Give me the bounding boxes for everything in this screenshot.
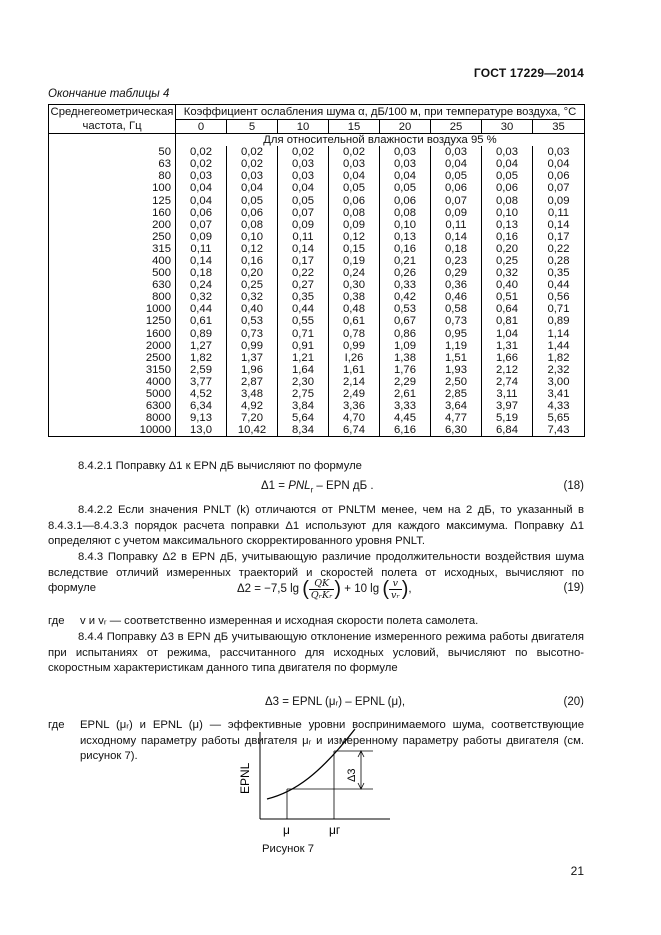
formula-20-number: (20) [563, 696, 584, 708]
temperature-header: 20 [380, 120, 431, 134]
table-row [49, 400, 585, 412]
coefficient-cell: 0,09 [431, 207, 482, 219]
coefficient-cell: 0,61 [176, 315, 227, 327]
epnl-axis-label: EPNL [238, 762, 252, 794]
f19-fraction1 [309, 578, 334, 601]
coefficient-cell: 6,34 [176, 400, 227, 412]
coefficient-cell: 0,35 [278, 291, 329, 303]
coefficient-cell: 0,06 [533, 170, 585, 182]
frequency-cell: 160 [49, 207, 176, 219]
coefficient-cell: 0,10 [482, 207, 533, 219]
coefficient-cell: 0,11 [533, 207, 585, 219]
coefficient-cell: 3,36 [329, 400, 380, 412]
freq-header-line2: частота, Гц [82, 120, 142, 132]
coefficient-cell: 4,45 [380, 412, 431, 424]
temperature-header: 35 [533, 120, 585, 134]
frequency-cell: 315 [49, 243, 176, 255]
document-id: ГОСТ 17229—2014 [473, 66, 584, 80]
coefficient-cell: 1,37 [227, 352, 278, 364]
coefficient-cell: 0,48 [329, 303, 380, 315]
coefficient-cell: 0,35 [533, 267, 585, 279]
coefficient-cell: 2,85 [431, 388, 482, 400]
coefficient-cell: 0,81 [482, 315, 533, 327]
coefficient-cell: 0,02 [176, 146, 227, 158]
paren-close-2: ) [401, 578, 409, 600]
coefficient-cell: 3,48 [227, 388, 278, 400]
coefficient-cell: 0,08 [329, 207, 380, 219]
coefficient-cell: 0,06 [329, 194, 380, 206]
coefficient-cell: 0,11 [176, 243, 227, 255]
frequency-cell: 4000 [49, 376, 176, 388]
coefficient-cell: 0,08 [482, 194, 533, 206]
coefficient-cell: 0,58 [431, 303, 482, 315]
coefficient-cell: 0,06 [380, 194, 431, 206]
coefficient-cell: 9,13 [176, 412, 227, 424]
temperature-header: 0 [176, 120, 227, 134]
coefficient-cell: 0,89 [176, 328, 227, 340]
coefficient-cell: 1,21 [278, 352, 329, 364]
table-row [49, 315, 585, 327]
where-text-1: v и vᵣ — соответственно измеренная и исходная скорости полета самолета. [80, 615, 479, 627]
subheader-blank [49, 134, 176, 147]
coefficient-cell: 0,04 [533, 158, 585, 170]
coefficient-cell: 0,22 [278, 267, 329, 279]
f19-lhs: Δ2 = −7,5 lg [237, 583, 300, 596]
coefficient-cell: 0,02 [176, 158, 227, 170]
table-row [49, 328, 585, 340]
coefficient-cell: 0,04 [176, 194, 227, 206]
table-row [49, 170, 585, 182]
section-8-4-2-1: 8.4.2.1 Поправку Δ1 к EPN дБ вычисляют по формуле [78, 460, 362, 472]
coefficient-cell: 3,64 [431, 400, 482, 412]
coefficient-cell: 2,32 [533, 364, 585, 376]
coefficient-cell: 0,05 [278, 194, 329, 206]
coefficient-cell: 0,73 [227, 328, 278, 340]
coefficient-cell: 0,14 [176, 255, 227, 267]
coefficient-cell: 0,42 [380, 291, 431, 303]
coefficient-cell: 0,17 [533, 231, 585, 243]
coefficient-cell: 0,10 [227, 231, 278, 243]
coefficient-cell: 0,03 [176, 170, 227, 182]
coefficient-cell: 0,13 [482, 219, 533, 231]
page-number: 21 [570, 864, 584, 878]
coefficient-cell: 0,56 [533, 291, 585, 303]
frequency-cell: 630 [49, 279, 176, 291]
coefficient-cell: 1,96 [227, 364, 278, 376]
formula-19 [237, 572, 412, 606]
coefficient-cell: 0,04 [431, 158, 482, 170]
coefficient-cell: 4,33 [533, 400, 585, 412]
formula-19-number: (19) [563, 582, 584, 594]
coefficient-cell: 0,07 [176, 219, 227, 231]
coefficient-cell: 0,40 [227, 303, 278, 315]
mu-label: μ [283, 823, 290, 837]
table-row [49, 388, 585, 400]
coefficient-cell: 0,04 [329, 170, 380, 182]
frequency-column-header [49, 105, 176, 134]
coefficient-cell: 0,64 [482, 303, 533, 315]
figure-caption: Рисунок 7 [262, 843, 315, 855]
coefficient-cell: 0,32 [176, 291, 227, 303]
coefficient-cell: 3,33 [380, 400, 431, 412]
table-row [49, 424, 585, 437]
coefficient-cell: 0,15 [329, 243, 380, 255]
coefficient-cell: 0,03 [329, 158, 380, 170]
table-row [49, 376, 585, 388]
coefficient-cell: 0,02 [227, 146, 278, 158]
coefficient-cell: 0,08 [227, 219, 278, 231]
coefficient-cell: 0,12 [227, 243, 278, 255]
coefficient-cell: 0,03 [533, 146, 585, 158]
mu-r-label: μг [329, 823, 341, 837]
coefficient-cell: 5,64 [278, 412, 329, 424]
coefficient-cell: 0,89 [533, 315, 585, 327]
table-row [49, 207, 585, 219]
coefficient-cell: 3,11 [482, 388, 533, 400]
frequency-cell: 8000 [49, 412, 176, 424]
coefficient-cell: 0,61 [329, 315, 380, 327]
delta3-label: Δ3 [346, 768, 358, 782]
frequency-cell: 80 [49, 170, 176, 182]
coefficient-cell: 0,40 [482, 279, 533, 291]
table-row [49, 243, 585, 255]
frequency-cell: 50 [49, 146, 176, 158]
frequency-cell: 1000 [49, 303, 176, 315]
coefficient-cell: 1,61 [329, 364, 380, 376]
coefficient-cell: 0,38 [329, 291, 380, 303]
coefficient-cell: 0,18 [176, 267, 227, 279]
f19-end: , [408, 583, 412, 596]
coefficient-cell: 2,30 [278, 376, 329, 388]
formula-18-number: (18) [563, 480, 584, 492]
table-row [49, 303, 585, 315]
coefficient-cell: 0,09 [278, 219, 329, 231]
f18-rest: – EPN дБ . [313, 480, 374, 492]
frequency-cell: 2000 [49, 340, 176, 352]
coefficient-cell: 0,07 [431, 194, 482, 206]
coefficient-cell: 0,22 [533, 243, 585, 255]
coefficient-cell: 0,91 [278, 340, 329, 352]
coefficient-cell: 1,44 [533, 340, 585, 352]
coefficient-cell: 0,24 [329, 267, 380, 279]
coefficient-cell: 3,77 [176, 376, 227, 388]
coefficient-cell: 0,71 [278, 328, 329, 340]
coefficient-cell: 0,14 [533, 219, 585, 231]
coefficient-cell: 13,0 [176, 424, 227, 437]
table-row [49, 412, 585, 424]
coefficient-cell: 5,19 [482, 412, 533, 424]
section-8-4-4: 8.4.4 Поправку Δ3 в EPN дБ учитывающую отклонение измеренного режима работы двигателя при испытаниях от режима, рассчитанного для исходных условий, вычисляют по высотно-скоростным характеристикам данного типа двигателя по формуле [48, 631, 584, 675]
coefficient-cell: 3,00 [533, 376, 585, 388]
coefficient-cell: 0,53 [227, 315, 278, 327]
coefficient-cell: 2,87 [227, 376, 278, 388]
coefficient-cell: 0,05 [329, 182, 380, 194]
coefficient-cell: 1,82 [533, 352, 585, 364]
frequency-cell: 200 [49, 219, 176, 231]
coefficient-cell: 0,12 [329, 231, 380, 243]
coefficient-cell: 0,06 [482, 182, 533, 194]
coefficient-cell: 0,04 [278, 182, 329, 194]
coefficient-cell: 0,04 [482, 158, 533, 170]
coefficient-cell: 0,02 [227, 158, 278, 170]
frequency-cell: 400 [49, 255, 176, 267]
coefficient-cell: 0,20 [482, 243, 533, 255]
paren-close: ) [334, 578, 342, 600]
frequency-cell: 2500 [49, 352, 176, 364]
section-8-4-3: 8.4.3 Поправку Δ2 в EPN дБ, учитывающую различие продолжительности воздействия шума вследствие отличий измеренных траекторий и скоростей полета от исходных, вычисляют по формуле [48, 551, 584, 595]
coefficient-cell: 3,41 [533, 388, 585, 400]
frequency-cell: 500 [49, 267, 176, 279]
table-row [49, 182, 585, 194]
table-row [49, 194, 585, 206]
coefficient-cell: 1,19 [431, 340, 482, 352]
coefficient-cell: 1,09 [380, 340, 431, 352]
table-row [49, 267, 585, 279]
coefficient-cell: 0,05 [227, 194, 278, 206]
coefficient-cell: 0,26 [380, 267, 431, 279]
coefficient-cell: 4,92 [227, 400, 278, 412]
paren-open-2: ( [382, 578, 390, 600]
coefficient-cell: 0,03 [278, 170, 329, 182]
coefficient-cell: 0,30 [329, 279, 380, 291]
coefficient-cell: 0,95 [431, 328, 482, 340]
coefficient-cell: 0,06 [176, 207, 227, 219]
coefficient-cell: 2,59 [176, 364, 227, 376]
coefficient-cell: 1,04 [482, 328, 533, 340]
coefficient-cell: 0,17 [278, 255, 329, 267]
coefficient-cell: 0,03 [431, 146, 482, 158]
coefficient-cell: 0,23 [431, 255, 482, 267]
frequency-cell: 5000 [49, 388, 176, 400]
figure-7 [225, 724, 400, 844]
coefficient-cell: 2,14 [329, 376, 380, 388]
coefficient-cell: 6,84 [482, 424, 533, 437]
coefficient-cell: 0,14 [278, 243, 329, 255]
coefficient-cell: 1,27 [176, 340, 227, 352]
coefficient-cell: 0,04 [227, 182, 278, 194]
coefficient-cell: 2,29 [380, 376, 431, 388]
epnl-curve [267, 729, 355, 799]
coefficient-cell: 0,78 [329, 328, 380, 340]
coefficient-cell: 0,24 [176, 279, 227, 291]
coefficient-cell: 6,16 [380, 424, 431, 437]
coefficient-cell: 1,14 [533, 328, 585, 340]
coefficient-cell: 0,16 [482, 231, 533, 243]
frequency-cell: 10000 [49, 424, 176, 437]
coefficient-cell: 0,20 [227, 267, 278, 279]
table-caption: Окончание таблицы 4 [48, 88, 170, 100]
coefficient-cell: 6,30 [431, 424, 482, 437]
coefficient-cell: 0,33 [380, 279, 431, 291]
coefficient-cell: 0,99 [329, 340, 380, 352]
attenuation-table [48, 104, 585, 437]
coefficient-cell: 1,38 [380, 352, 431, 364]
coefficient-cell: 0,16 [227, 255, 278, 267]
coefficient-cell: 0,08 [380, 207, 431, 219]
coefficient-cell: 0,06 [431, 182, 482, 194]
coefficient-cell: 0,13 [380, 231, 431, 243]
coefficient-cell: 0,28 [533, 255, 585, 267]
table-row [49, 158, 585, 170]
frequency-cell: 63 [49, 158, 176, 170]
coefficient-cell: 0,03 [380, 158, 431, 170]
coefficient-cell: 0,16 [380, 243, 431, 255]
coefficient-cell: 1,76 [380, 364, 431, 376]
coefficient-cell: 4,70 [329, 412, 380, 424]
coefficient-cell: 0,07 [278, 207, 329, 219]
coefficient-cell: 0,67 [380, 315, 431, 327]
f19-num2: v [389, 578, 402, 590]
coefficient-cell: 0,05 [380, 182, 431, 194]
table-row [49, 255, 585, 267]
coefficient-cell: 1,64 [278, 364, 329, 376]
coefficient-cell: 0,02 [329, 146, 380, 158]
f19-fraction2 [389, 578, 402, 601]
coefficient-cell: 0,21 [380, 255, 431, 267]
f19-den1: QᵣKᵣ [310, 589, 333, 601]
table-row [49, 279, 585, 291]
table-row [49, 219, 585, 231]
coefficient-cell: 1,82 [176, 352, 227, 364]
coefficient-cell: 0,32 [227, 291, 278, 303]
coefficient-cell: 7,43 [533, 424, 585, 437]
coefficient-cell: 2,50 [431, 376, 482, 388]
coefficient-cell: 0,07 [533, 182, 585, 194]
coefficient-cell: 0,36 [431, 279, 482, 291]
coefficient-cell: 2,61 [380, 388, 431, 400]
frequency-cell: 1600 [49, 328, 176, 340]
table-row [49, 340, 585, 352]
coefficient-cell: 0,03 [482, 146, 533, 158]
frequency-cell: 3150 [49, 364, 176, 376]
section-8-4-2-2: 8.4.2.2 Если значения PNLT (k) отличаются от PNLTM менее, чем на 2 дБ, то указанный в 8.4.3.1—8.4.3.3 порядок расчета поправки Δ1 используют для каждого максимума. Поправку Δ1 определяют с учетом максимального скорректированного уровня PNLT. [48, 504, 584, 548]
paren-open: ( [302, 578, 309, 600]
coefficient-cell: 0,44 [176, 303, 227, 315]
coefficient-cell: 0,18 [431, 243, 482, 255]
coefficient-cell: 0,04 [176, 182, 227, 194]
frequency-cell: 125 [49, 194, 176, 206]
coefficient-cell: 0,25 [482, 255, 533, 267]
f19-den2: vᵣ [391, 589, 400, 601]
coefficient-cell: 2,75 [278, 388, 329, 400]
coefficient-cell: 0,27 [278, 279, 329, 291]
coefficient-cell: 3,84 [278, 400, 329, 412]
table-row [49, 352, 585, 364]
where-label-1: где [48, 615, 65, 627]
coefficient-cell: 0,10 [380, 219, 431, 231]
coefficient-cell: 0,86 [380, 328, 431, 340]
coefficient-cell: 0,02 [278, 146, 329, 158]
coefficient-cell: 7,20 [227, 412, 278, 424]
coefficient-cell: 1,31 [482, 340, 533, 352]
coefficient-cell: 0,73 [431, 315, 482, 327]
where-label-2: где [48, 719, 65, 731]
temperature-header: 5 [227, 120, 278, 134]
table-row [49, 146, 585, 158]
frequency-cell: 800 [49, 291, 176, 303]
coefficient-cell: 0,99 [227, 340, 278, 352]
coefficient-cell: 0,11 [431, 219, 482, 231]
temperature-header: 15 [329, 120, 380, 134]
f19-num1: QK [309, 578, 334, 590]
f18-sub: r [310, 485, 314, 495]
coefficient-cell: 4,77 [431, 412, 482, 424]
temperature-header: 30 [482, 120, 533, 134]
humidity-subheader: Для относительной влажности воздуха 95 % [176, 134, 585, 147]
coefficient-cell: 0,44 [278, 303, 329, 315]
coefficient-cell: 0,03 [227, 170, 278, 182]
coefficient-cell: 6,74 [329, 424, 380, 437]
coefficient-cell: 0,71 [533, 303, 585, 315]
formula-20: Δ3 = EPNL (μᵣ) – EPNL (μ), [265, 696, 406, 708]
coefficient-cell: 0,03 [278, 158, 329, 170]
where-text-2: EPNL (μᵣ) и EPNL (μ) — эффективные уровни воспринимаемого шума, соответствующие исходному параметру работы двигателя μᵣ и измеренному параметру работы двигателя (см. рисунок 7). [80, 719, 584, 763]
coefficient-cell: 0,05 [482, 170, 533, 182]
table-row [49, 364, 585, 376]
coefficient-cell: 0,04 [380, 170, 431, 182]
coefficient-cell: 0,09 [533, 194, 585, 206]
freq-header-line1: Среднегеометрическая [50, 106, 174, 118]
frequency-cell: 250 [49, 231, 176, 243]
frequency-cell: 6300 [49, 400, 176, 412]
coefficient-cell: 0,29 [431, 267, 482, 279]
coefficient-cell: 0,51 [482, 291, 533, 303]
coefficient-cell: 0,06 [227, 207, 278, 219]
coefficient-cell: 0,55 [278, 315, 329, 327]
table-row [49, 291, 585, 303]
frequency-cell: 100 [49, 182, 176, 194]
coefficient-cell: 8,34 [278, 424, 329, 437]
f18-pnl: PNL [288, 480, 311, 492]
coefficient-cell: I,26 [329, 352, 380, 364]
temperature-header: 10 [278, 120, 329, 134]
coefficient-cell: 3,97 [482, 400, 533, 412]
formula-18 [261, 480, 374, 494]
coefficient-cell: 0,25 [227, 279, 278, 291]
coefficient-cell: 1,93 [431, 364, 482, 376]
coefficient-cell: 1,66 [482, 352, 533, 364]
coefficient-cell: 0,53 [380, 303, 431, 315]
coefficient-cell: 5,65 [533, 412, 585, 424]
coefficient-cell: 1,51 [431, 352, 482, 364]
coefficient-cell: 2,49 [329, 388, 380, 400]
temperature-header: 25 [431, 120, 482, 134]
coefficient-cell: 0,09 [176, 231, 227, 243]
f18-lhs: Δ1 = [261, 480, 289, 492]
table-row [49, 231, 585, 243]
coefficient-cell: 2,12 [482, 364, 533, 376]
f19-mid: + 10 lg [344, 583, 380, 596]
coefficient-cell: 0,32 [482, 267, 533, 279]
coefficient-cell: 0,14 [431, 231, 482, 243]
coefficient-cell: 0,03 [380, 146, 431, 158]
coefficient-cell: 0,46 [431, 291, 482, 303]
coefficient-cell: 0,11 [278, 231, 329, 243]
frequency-cell: 1250 [49, 315, 176, 327]
coefficient-cell: 0,44 [533, 279, 585, 291]
coefficient-cell: 0,09 [329, 219, 380, 231]
coefficient-cell: 10,42 [227, 424, 278, 437]
coefficient-cell: 0,19 [329, 255, 380, 267]
group-header: Коэффициент ослабления шума α, дБ/100 м, при температуре воздуха, °С [176, 105, 585, 120]
coefficient-cell: 4,52 [176, 388, 227, 400]
coefficient-cell: 2,74 [482, 376, 533, 388]
coefficient-cell: 0,05 [431, 170, 482, 182]
